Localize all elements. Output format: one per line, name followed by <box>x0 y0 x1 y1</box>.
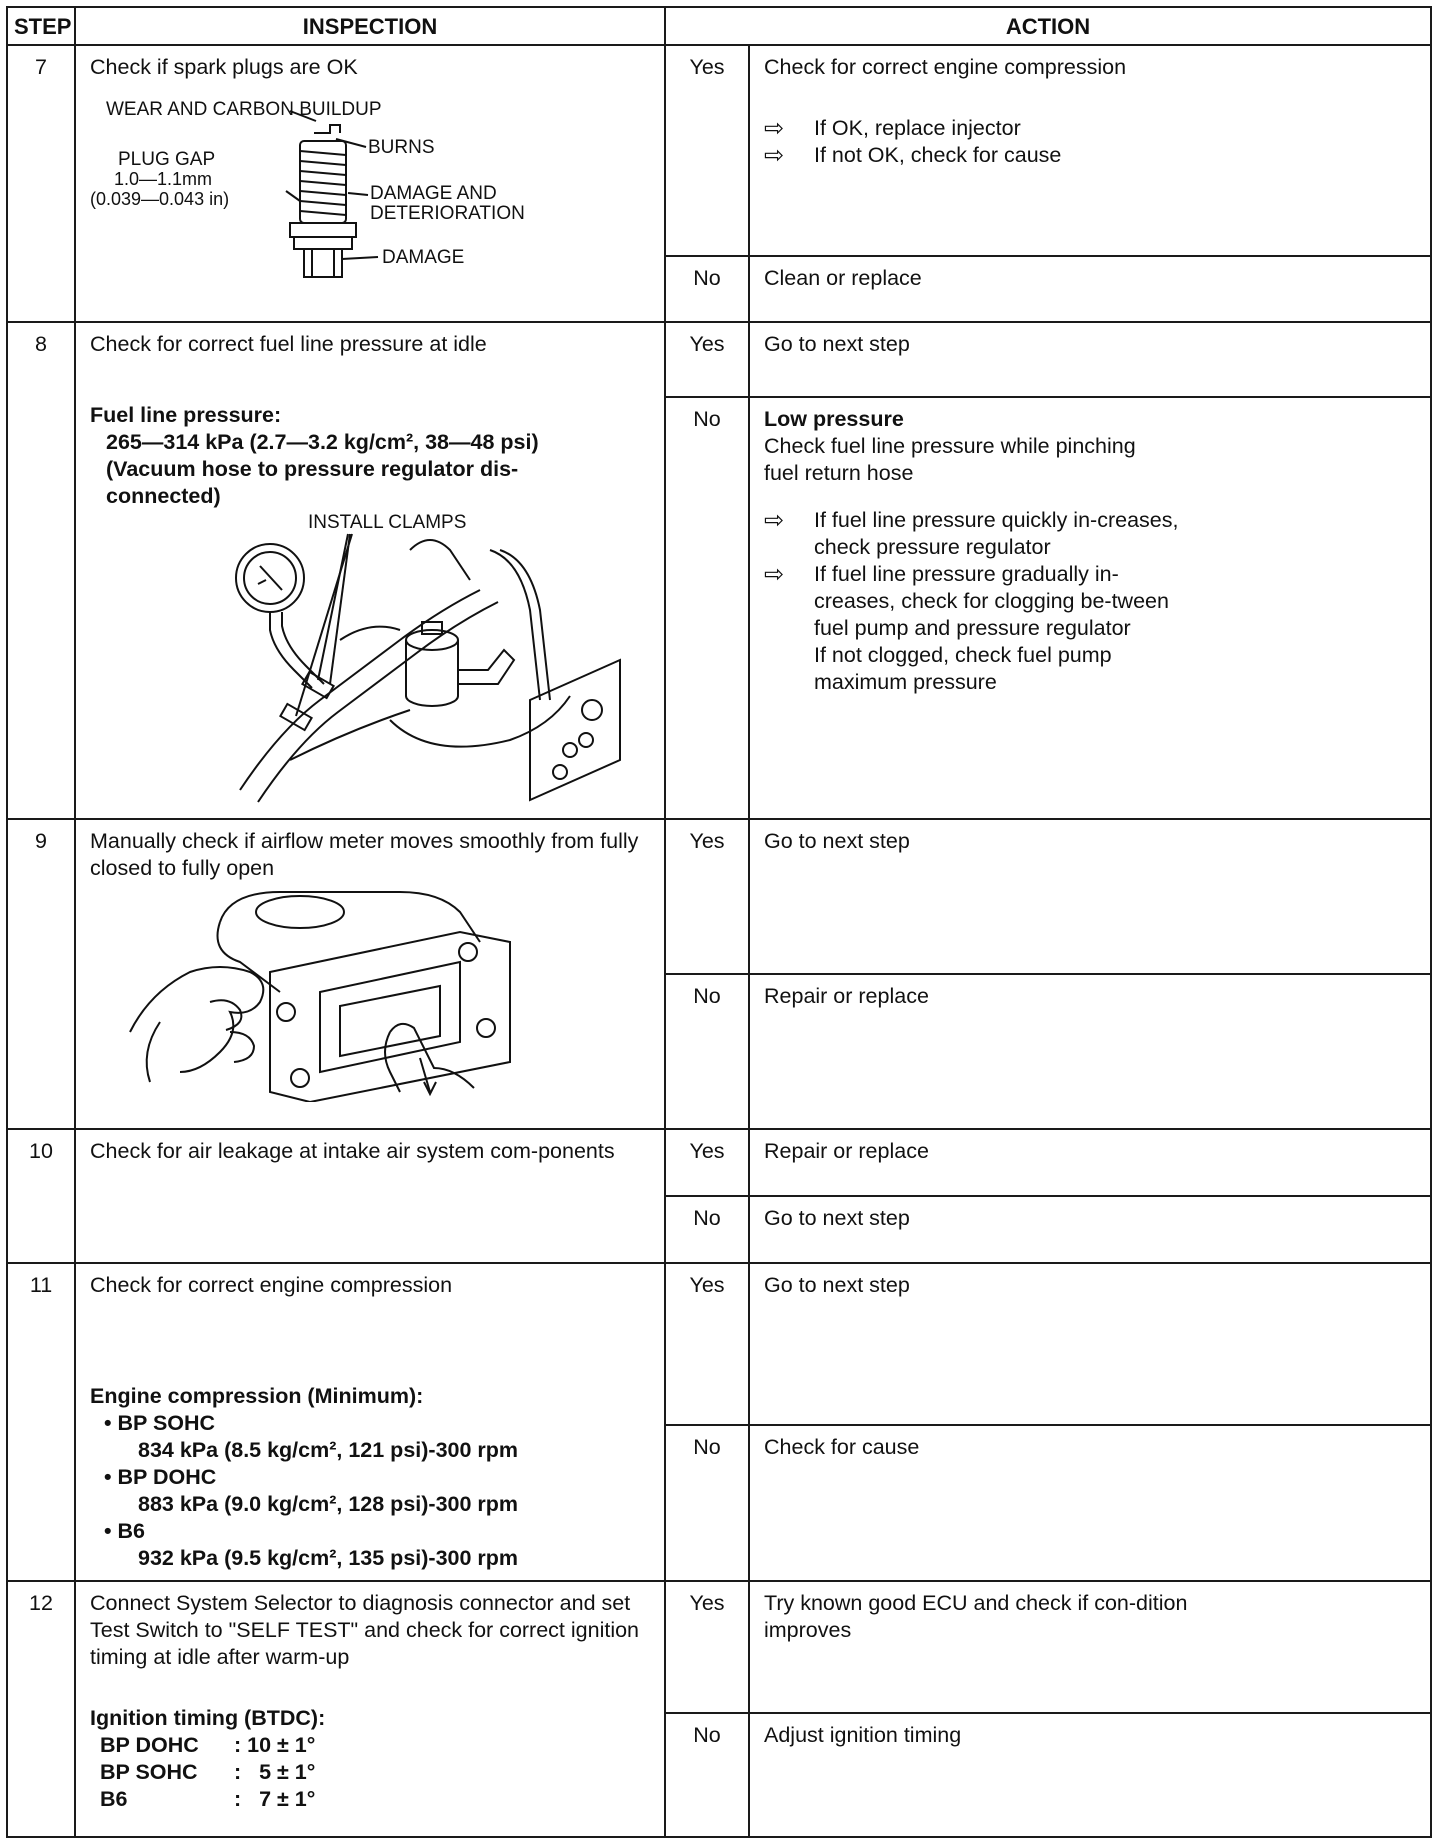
sub-actions <box>764 507 1194 696</box>
spec-value: 834 kPa (8.5 kg/cm², 121 psi)-300 rpm <box>138 1438 519 1462</box>
action-yes-text: Go to next step <box>749 322 1431 397</box>
label-burns: BURNS <box>368 137 435 158</box>
spec-line: connected) <box>106 484 221 508</box>
inspection-text: Check if spark plugs are OK <box>90 55 358 79</box>
spec-block <box>90 402 650 510</box>
action-yes-text: Go to next step <box>749 1263 1431 1425</box>
sub-action-row <box>764 115 1416 142</box>
spec-line: (Vacuum hose to pressure regulator dis- <box>106 457 519 481</box>
step-8-yes-row <box>7 322 1431 397</box>
spec-line: 265—314 kPa (2.7—3.2 kg/cm², 38—48 psi) <box>106 430 539 454</box>
action-yes-text: Try known good ECU and check if con-dition improves <box>764 1591 1188 1642</box>
step-number: 12 <box>7 1581 75 1837</box>
inspection-cell <box>75 819 665 1129</box>
outline-right-arrow-icon: ⇨ <box>764 142 785 169</box>
yes-label: Yes <box>665 1129 749 1196</box>
label-plug-gap: PLUG GAP <box>118 149 216 170</box>
yes-label: Yes <box>665 1581 749 1713</box>
inspection-cell <box>75 322 665 819</box>
action-yes-text: Repair or replace <box>749 1129 1431 1196</box>
spec-value: 883 kPa (9.0 kg/cm², 128 psi)-300 rpm <box>138 1492 519 1516</box>
spec-title: Fuel line pressure: <box>90 403 282 427</box>
inspection-cell <box>75 45 665 322</box>
label-gap-in: (0.039—0.043 in) <box>90 189 230 209</box>
action-yes-cell <box>749 45 1431 256</box>
step-number: 11 <box>7 1263 75 1581</box>
spec-engine: • BP SOHC <box>104 1411 216 1435</box>
yes-label: Yes <box>665 819 749 974</box>
action-no-line: Check fuel line pressure while pinching <box>764 433 1136 458</box>
action-text: Check for correct engine compression <box>764 55 1127 79</box>
no-label: No <box>665 1425 749 1581</box>
timing-row <box>90 1759 650 1786</box>
sub-action-text: If fuel line pressure quickly in-creases, check pressure regulator <box>814 507 1179 559</box>
timing-row <box>90 1732 650 1759</box>
action-no-text: Go to next step <box>749 1196 1431 1263</box>
inspection-cell <box>75 1581 665 1837</box>
label-gap-mm: 1.0—1.1mm <box>114 169 213 189</box>
no-label: No <box>665 256 749 322</box>
procedure-table <box>6 6 1432 1838</box>
inspection-cell <box>75 1129 665 1263</box>
step-number: 8 <box>7 322 75 819</box>
yes-label: Yes <box>665 1263 749 1425</box>
airflow-meter-illustration <box>90 882 650 1102</box>
outline-right-arrow-icon: ⇨ <box>764 115 785 142</box>
sub-action-text: If fuel line pressure gradually in-creases, check for clogging be-tween fuel pump and pressure regulator <box>814 561 1169 640</box>
label-wear-carbon: WEAR AND CARBON BUILDUP <box>106 99 382 120</box>
action-no-text: Adjust ignition timing <box>749 1713 1431 1837</box>
action-yes-text: Go to next step <box>749 819 1431 974</box>
no-label: No <box>665 1196 749 1263</box>
step-number: 9 <box>7 819 75 1129</box>
troubleshooting-document <box>6 6 1430 1828</box>
sub-actions <box>764 115 1416 169</box>
yes-label: Yes <box>665 322 749 397</box>
inspection-text: Check for correct fuel line pressure at idle <box>90 332 487 356</box>
inspection-text: Connect System Selector to diagnosis connector and set Test Switch to "SELF TEST" and check for correct ignition timing at idle after warm-up <box>90 1591 640 1669</box>
no-label: No <box>665 397 749 819</box>
header-action: ACTION <box>665 7 1431 45</box>
yes-label: Yes <box>665 45 749 256</box>
sub-action-text: If not OK, check for cause <box>814 143 1062 167</box>
action-no-text: Repair or replace <box>749 974 1431 1129</box>
spec-engine: • B6 <box>104 1519 145 1543</box>
step-11-yes-row <box>7 1263 1431 1425</box>
spec-title: Engine compression (Minimum): <box>90 1384 424 1408</box>
step-number: 7 <box>7 45 75 322</box>
label-damage-det-2: DETERIORATION <box>370 203 525 224</box>
label-install-clamps: INSTALL CLAMPS <box>308 512 467 533</box>
timing-title: Ignition timing (BTDC): <box>90 1706 326 1730</box>
timing-row <box>90 1786 650 1813</box>
action-no-line: fuel return hose <box>764 460 914 485</box>
inspection-cell <box>75 1263 665 1581</box>
timing-engine: BP SOHC <box>100 1760 198 1784</box>
fuel-pressure-gauge-illustration <box>90 510 650 810</box>
no-label: No <box>665 974 749 1129</box>
outline-right-arrow-icon: ⇨ <box>764 560 785 588</box>
label-damage-det-1: DAMAGE AND <box>370 183 497 204</box>
outline-right-arrow-icon: ⇨ <box>764 506 785 534</box>
inspection-text: Check for air leakage at intake air system com-ponents <box>90 1139 615 1163</box>
action-no-text: Clean or replace <box>749 256 1431 322</box>
inspection-text: Check for correct engine compression <box>90 1273 453 1297</box>
sub-action-text: If OK, replace injector <box>814 116 1021 140</box>
timing-value: : 10 ± 1° <box>234 1733 316 1757</box>
sub-action-text: If not clogged, check fuel pump maximum pressure <box>814 642 1112 694</box>
timing-block <box>90 1705 650 1813</box>
step-12-yes-row <box>7 1581 1431 1713</box>
action-no-title: Low pressure <box>764 406 904 431</box>
step-10-yes-row <box>7 1129 1431 1196</box>
timing-value: : 7 ± 1° <box>234 1787 316 1811</box>
header-step: STEP <box>7 7 75 45</box>
spark-plug-drawing <box>286 111 378 277</box>
no-label: No <box>665 1713 749 1837</box>
inspection-text: Manually check if airflow meter moves smoothly from fully closed to fully open <box>90 829 639 880</box>
spec-engine: • BP DOHC <box>104 1465 217 1489</box>
step-9-yes-row <box>7 819 1431 974</box>
label-damage: DAMAGE <box>382 247 465 268</box>
airflow-meter-drawing <box>130 892 510 1102</box>
table-header-row <box>7 7 1431 45</box>
spec-block <box>90 1383 650 1572</box>
sub-action-row <box>764 507 1194 561</box>
spec-value: 932 kPa (9.5 kg/cm², 135 psi)-300 rpm <box>138 1546 519 1570</box>
timing-engine: BP DOHC <box>100 1733 199 1757</box>
timing-value: : 5 ± 1° <box>234 1760 316 1784</box>
action-no-cell <box>749 397 1431 819</box>
sub-action-row <box>764 142 1416 169</box>
fuel-gauge-drawing <box>236 534 620 802</box>
spark-plug-illustration <box>90 81 650 281</box>
timing-engine: B6 <box>100 1787 128 1811</box>
action-no-text: Check for cause <box>749 1425 1431 1581</box>
step-number: 10 <box>7 1129 75 1263</box>
step-7-yes-row <box>7 45 1431 256</box>
sub-action-row <box>764 561 1194 642</box>
header-inspection: INSPECTION <box>75 7 665 45</box>
action-yes-cell <box>749 1581 1431 1713</box>
